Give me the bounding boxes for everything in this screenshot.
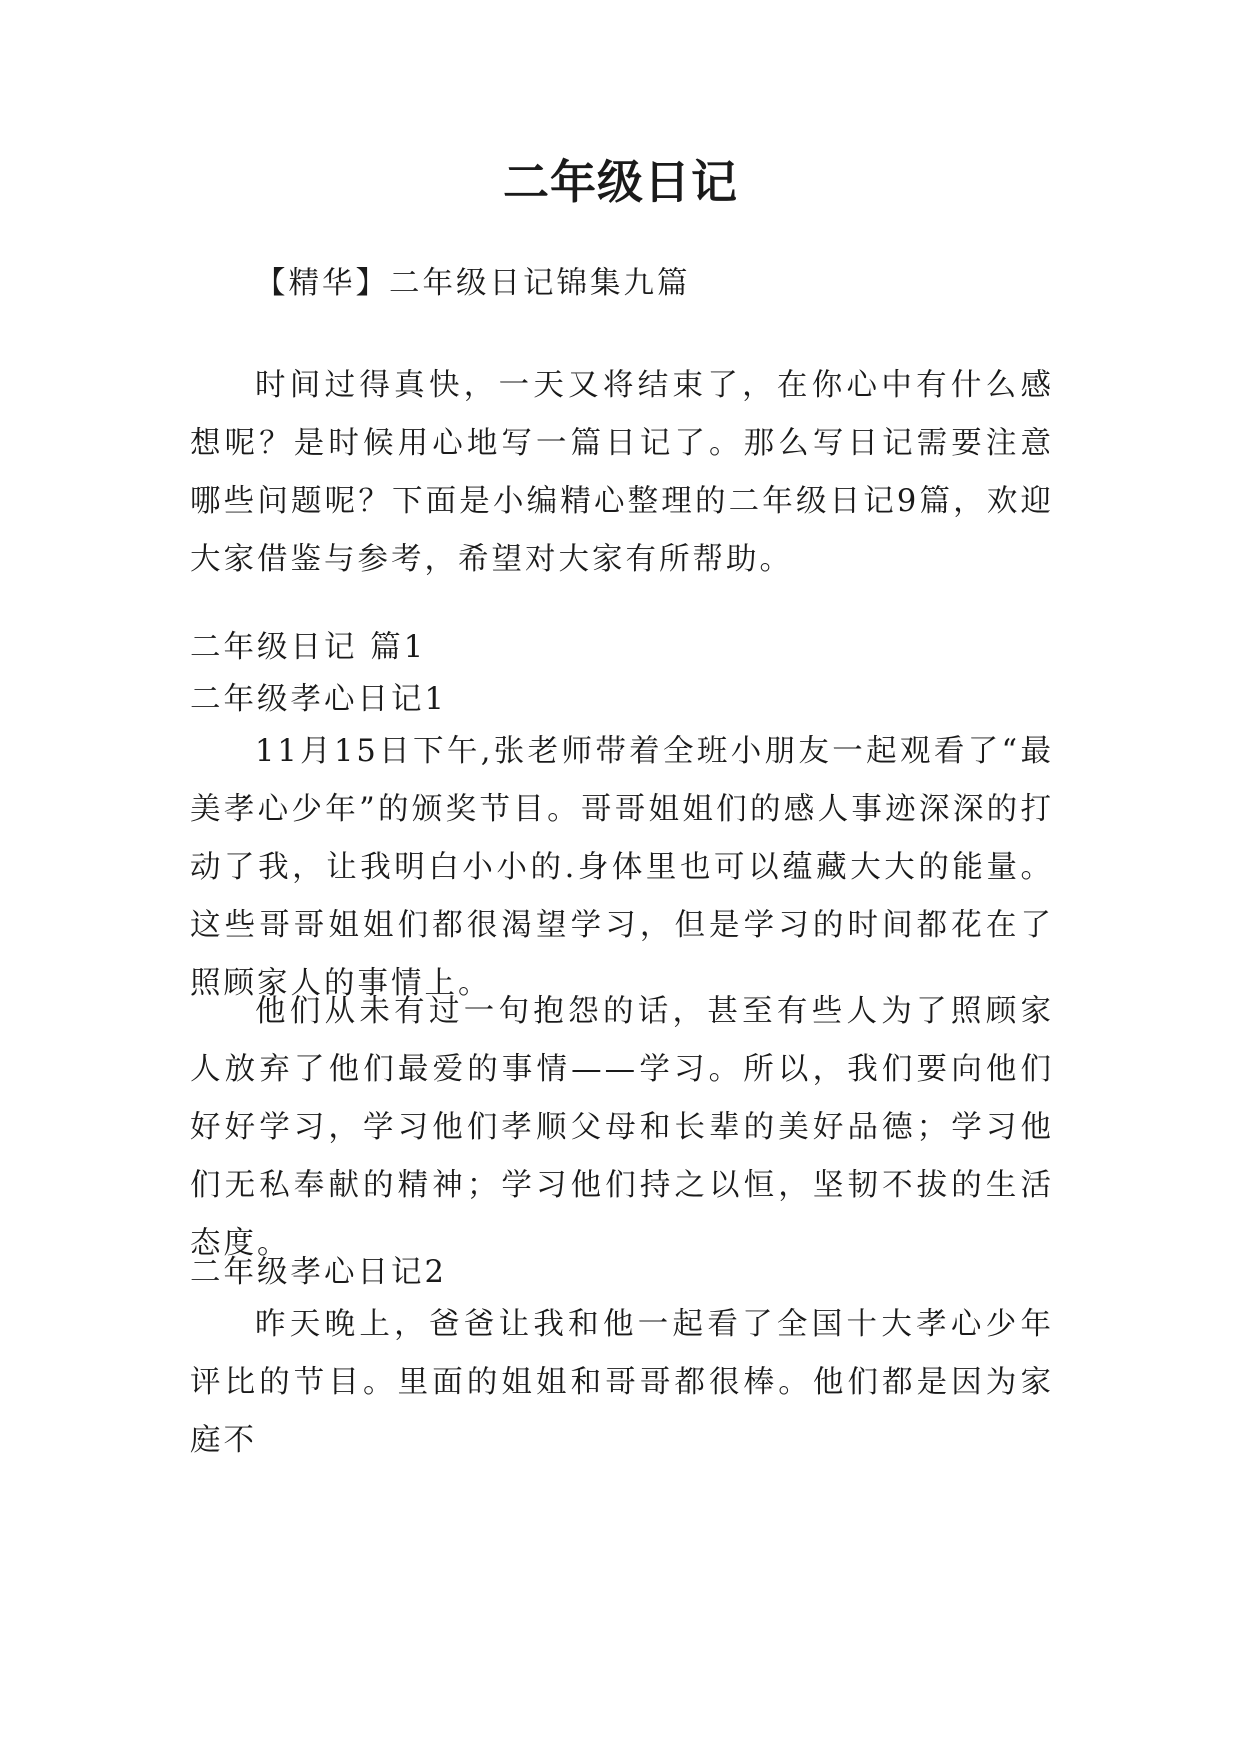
diary1-paragraph-1: 11月15日下午,张老师带着全班小朋友一起观看了“最美孝心少年”的颁奖节目。哥哥姐姐们的感人事迹深深的打动了我，让我明白小小的.身体里也可以蕴藏大大的能量。这些哥哥姐姐们都很渴望学习，但是学习的时间都花在了照顾家人的事情上。 (190, 734, 1054, 1001)
section-heading: 二年级日记 篇1 (190, 630, 427, 665)
diary2-heading: 二年级孝心日记2 (190, 1255, 447, 1290)
document-title: 二年级日记 (503, 155, 738, 209)
diary1-paragraph-2: 他们从未有过一句抱怨的话，甚至有些人为了照顾家人放弃了他们最爱的事情——学习。所以，我们要向他们好好学习，学习他们孝顺父母和长辈的美好品德；学习他们无私奉献的精神；学习他们持之以恒，坚韧不拔的生活态度。 (190, 994, 1054, 1261)
diary1-heading: 二年级孝心日记1 (190, 682, 447, 717)
subtitle: 【精华】二年级日记锦集九篇 (255, 266, 691, 301)
diary2-paragraph-1: 昨天晚上，爸爸让我和他一起看了全国十大孝心少年评比的节目。里面的姐姐和哥哥都很棒。他们都是因为家庭不 (190, 1307, 1054, 1458)
intro-paragraph: 时间过得真快，一天又将结束了，在你心中有什么感想呢？是时候用心地写一篇日记了。那么写日记需要注意哪些问题呢？下面是小编精心整理的二年级日记9篇，欢迎大家借鉴与参考，希望对大家有所帮助。 (190, 368, 1054, 577)
